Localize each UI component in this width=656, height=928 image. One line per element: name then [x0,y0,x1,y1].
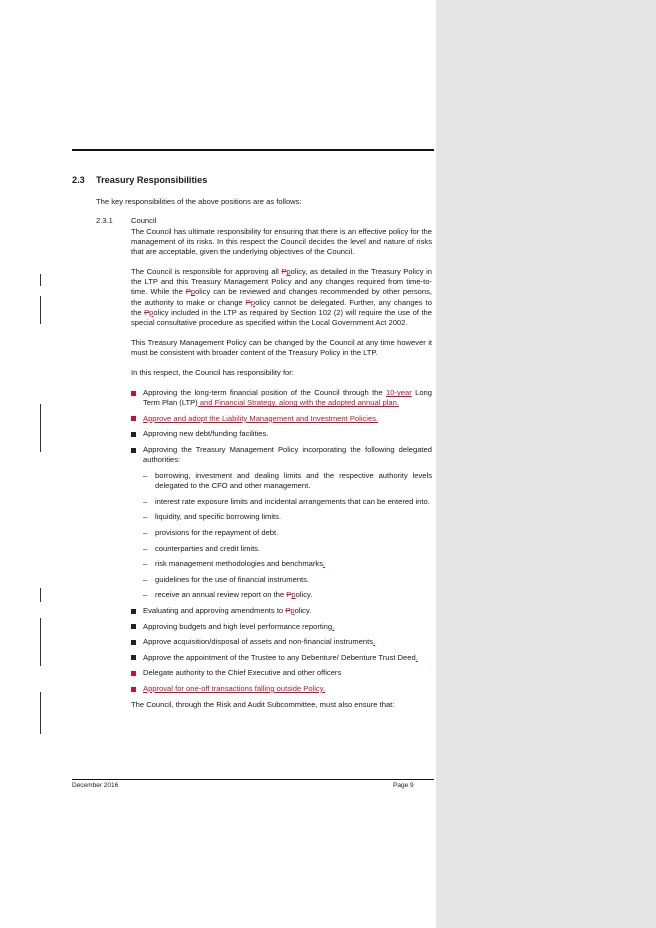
paragraph-1: The Council has ultimate responsibility for ensuring that there is an effective policy for the management of its risks. In this respect the Council decides the level and nature of risks that are acceptable, given the underlying objectives of the Council. [131,227,432,257]
list-item: Approving new debt/funding facilities. [131,429,432,439]
change-bar [40,588,41,602]
dash-item: – borrowing, investment and dealing limits and the respective authority levels delegated to the CFO and other management. [131,471,432,491]
insertion-mark: p [291,590,296,600]
comment-margin-pane [436,0,656,928]
deletion-mark: P [285,606,291,616]
footer-rule [72,779,434,780]
responsibility-list [131,388,432,694]
change-bar [40,618,41,666]
insertion-mark: p [286,267,291,277]
subsection-title: Council [131,216,157,225]
change-bar [40,692,41,734]
list-item: Approving the Treasury Management Policy incorporating the following delegated authorities: – borrowing, investment and dealing limits and the respective authority levels delegated to the CFO and other management. – interest rate exposure limits and incidental arrangements that can be entered into. – liquidity, and specific borrowing limits. – provisions for the repayment of debt. – counterparties and credit limits. – risk management methodologies and benchmarks. – guidelines for the use of financial instruments. – receive an annual review report on the Ppolicy. [131,445,432,601]
footer-page-number: Page 9 [393,782,414,789]
paragraph-2: The Council is responsible for approving all Ppolicy, as detailed in the Treasury Policy in the LTP and this Treasury Management Policy and any changes required from time-to-time. While the Ppolicy can be reviewed and changes recommended by other persons, the authority to make or change Ppolicy cannot be delegated. Further, any changes to the Ppolicy included in the LTP as required by Section 102 (2) will require the use of the special consultative procedure as specified within the Local Government Act 2002. [131,267,433,327]
insertion-mark: Approve and adopt the Liability Management and Investment Policies. [143,413,379,423]
section-title: Treasury Responsibilities [96,175,208,185]
dash-item: – interest rate exposure limits and incidental arrangements that can be entered into. [131,497,432,507]
dash-item: – receive an annual review report on the Ppolicy. [131,590,432,600]
deletion-mark: P [245,297,251,307]
insertion-mark: p [149,307,154,317]
dash-item: – guidelines for the use of financial instruments. [131,575,432,585]
insertion-mark: p [250,297,256,307]
insertion-mark: p [290,606,295,616]
list-item: Approving budgets and high level performance reporting. [131,622,432,632]
change-bar [40,296,41,324]
closing-paragraph: The Council, through the Risk and Audit Subcommittee, must also ensure that: [131,699,395,709]
section-heading [72,175,207,185]
insertion-mark: and Financial Strategy, along with the adopted annual plan [197,398,397,408]
paragraph-4: In this respect, the Council has responsibility for: [131,368,294,378]
list-item [131,684,432,694]
list-item: Delegate authority to the Chief Executive and other officers [131,668,432,678]
body-text [131,227,432,720]
insertion-mark: 10-year [385,388,412,398]
dash-item: – risk management methodologies and benchmarks. [131,559,432,569]
section-number: 2.3 [72,175,85,185]
deletion-mark: P [185,287,191,297]
list-item: Approve the appointment of the Trustee to any Debenture/ Debenture Trust Deed. [131,653,432,663]
change-bar [40,274,41,286]
dash-item: – liquidity, and specific borrowing limits. [131,512,432,522]
footer-date: December 2016 [72,782,119,789]
deletion-mark: P [286,590,292,600]
intro-text: The key responsibilities of the above positions are as follows: [96,197,302,206]
deletion-mark: P [144,307,150,317]
list-item: Evaluating and approving amendments to Ppolicy. [131,606,432,616]
paragraph-3: This Treasury Management Policy can be changed by the Council at any time however it must be consistent with broader content of the Treasury Policy in the LTP. [131,337,432,357]
dash-item: – provisions for the repayment of debt. [131,528,432,538]
change-bar [40,404,41,452]
subsection-number: 2.3.1 [96,216,113,225]
list-item: Approve acquisition/disposal of assets and non-financial instruments. [131,637,432,647]
insertion-mark: Approval for one-off transactions falling outside Policy. [143,684,326,693]
header-rule [72,149,434,151]
dash-item: – counterparties and credit limits. [131,544,432,554]
delegated-authorities-list [131,471,432,600]
insertion-mark: p [190,287,196,297]
list-item [131,414,432,424]
deletion-mark: P [281,267,287,277]
list-item: Approving the long-term financial position of the Council through the 10-year Long Term Plan (LTP) and Financial Strategy, along with the adopted annual plan. [131,388,432,408]
